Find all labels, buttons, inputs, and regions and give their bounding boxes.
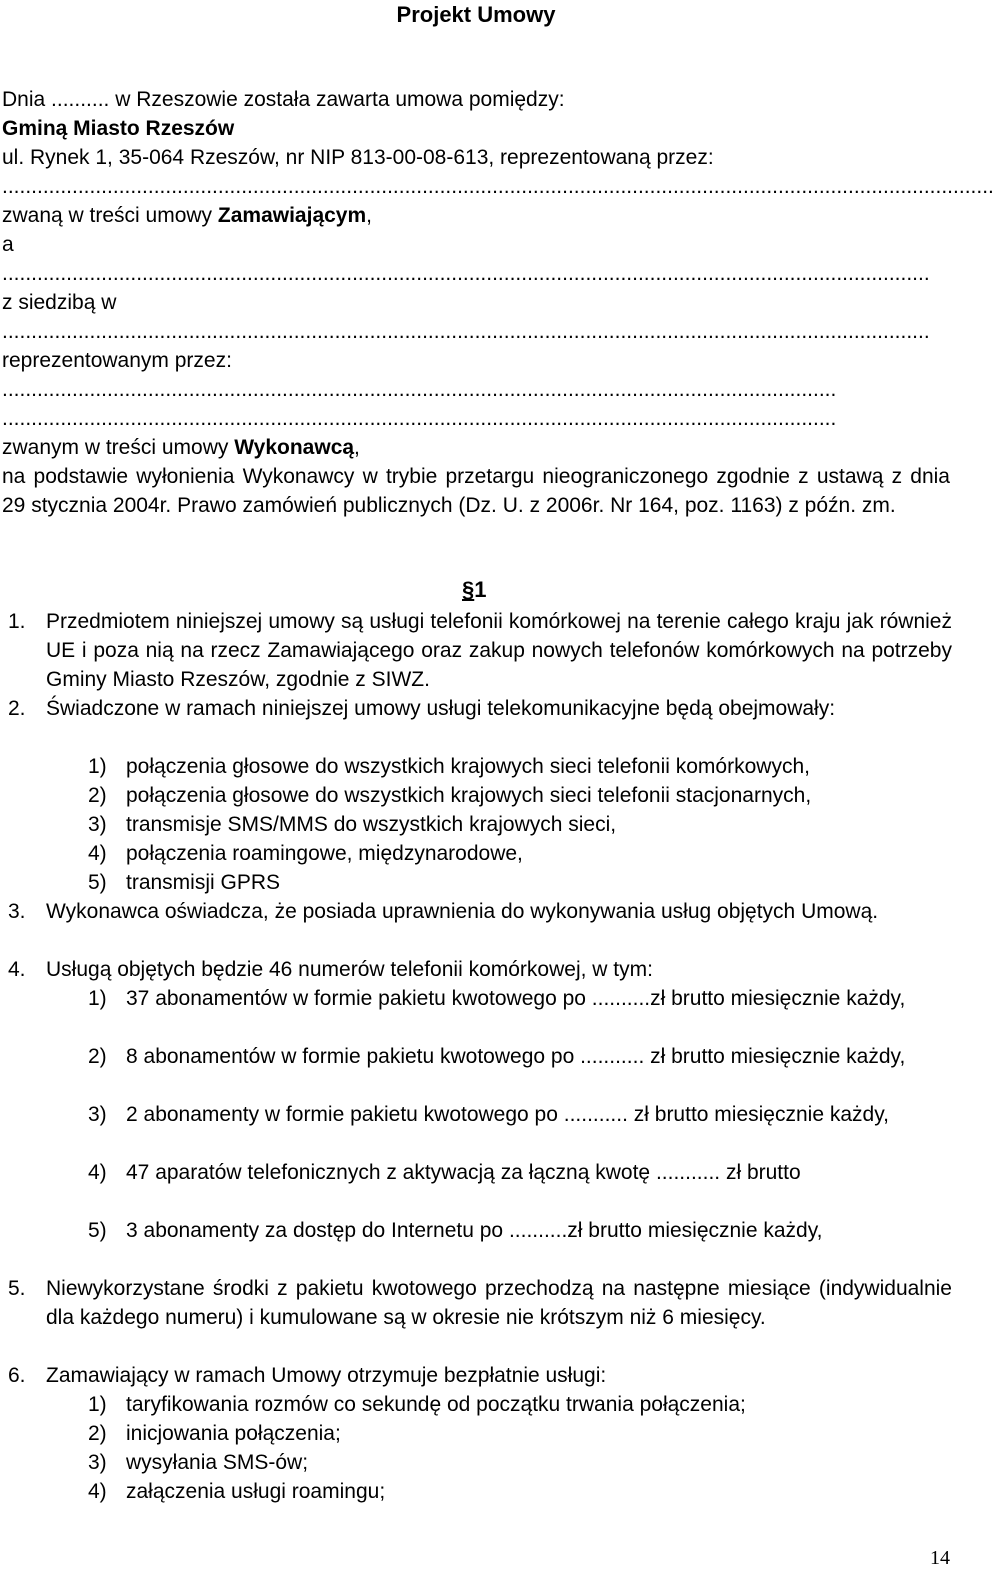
sub-item-number: 1) [88,755,107,778]
item-number: 6. [8,1364,26,1387]
date-blank: .......... [51,88,110,111]
wykonawca-line [2,433,360,462]
sub-list-item [88,1042,952,1100]
section-heading [462,577,487,603]
list-item [2,897,952,955]
date-prefix: Dnia [2,88,52,111]
page-number: 14 [930,1547,950,1569]
sub-item-text: inicjowania połączenia; [126,1422,341,1445]
sub-item-number: 2) [88,1045,107,1068]
list-item [2,607,952,694]
item-number: 1. [8,610,26,633]
section-mark: § [462,577,475,602]
sub-item-number: 3) [88,813,107,836]
sub-list-item [88,984,952,1042]
sub-item-number: 2) [88,784,107,807]
sub-item-text: 3 abonamenty za dostęp do Internetu po ..........zł brutto miesięcznie każdy, [126,1219,823,1242]
sub-list-item [88,1100,952,1158]
sub-item-number: 5) [88,1219,107,1242]
wykonawca-suffix: , [354,436,360,459]
sub-item-number: 2) [88,1422,107,1445]
sub-item-text: taryfikowania rozmów co sekundę od początku trwania połączenia; [126,1393,746,1416]
list-item [2,955,952,984]
item-text: Niewykorzystane środki z pakietu kwotowego przechodzą na następne miesiące (indywidualnie dla każdego numeru) i kumulowane są w okresie nie krótszym niż 6 miesięcy. [46,1277,952,1329]
represented-label: reprezentowanym przez: [2,349,232,372]
section-number: 1 [474,577,487,602]
wykonawca-prefix: zwanym w treści umowy [2,436,235,459]
sub-item-number: 5) [88,871,107,894]
list-item [2,1361,952,1390]
zamawiajacy-suffix: , [366,204,373,227]
seat-label: z siedzibą w [2,291,117,314]
sub-item-number: 1) [88,1393,107,1416]
list-item [2,1274,952,1361]
sub-item-number: 3) [88,1103,107,1126]
zamawiajacy-prefix: zwaną w treści umowy [2,204,218,227]
sub-item-number: 1) [88,987,107,1010]
sub-list-item [88,1216,952,1274]
representative-blank-1: .......................................................................................................................................................................... [2,175,994,198]
item-text: Zamawiający w ramach Umowy otrzymuje bezpłatnie usługi: [46,1364,607,1387]
sub-item-number: 4) [88,1161,107,1184]
item-number: 3. [8,900,26,923]
sub-item-text: 47 aparatów telefonicznych z aktywacją za łączną kwotę ........... zł brutto [126,1161,801,1184]
wykonawca-term: Wykonawcą [234,436,355,459]
represented-blank-1: ............................................................................................................................................... [2,378,837,401]
sub-list-item [88,1158,952,1216]
item-text: Wykonawca oświadcza, że posiada uprawnienia do wykonywania usług objętych Umową. [46,900,879,923]
document-title: Projekt Umowy [396,2,556,27]
sub-item-text: załączenia usługi roamingu; [126,1480,386,1503]
sub-item-text: wysyłania SMS-ów; [126,1451,309,1474]
zamawiajacy-line [2,201,372,230]
contractor-name-blank: ............................................................................................................................................................... [2,262,930,285]
item-text: Usługą objętych będzie 46 numerów telefonii komórkowej, w tym: [46,958,653,981]
contract-date-line [2,85,565,114]
item-number: 5. [8,1277,26,1300]
sub-item-number: 4) [88,1480,107,1503]
sub-item-number: 3) [88,1451,107,1474]
item-text: Świadczone w ramach niniejszej umowy usługi telekomunikacyjne będą obejmowały: [46,697,836,720]
item-number: 4. [8,958,26,981]
sub-item-text: połączenia głosowe do wszystkich krajowych sieci telefonii komórkowych, [126,755,810,778]
sub-item-number: 4) [88,842,107,865]
sub-item-text: transmisje SMS/MMS do wszystkich krajowych sieci, [126,813,617,836]
party1-address: ul. Rynek 1, 35-064 Rzeszów, nr NIP 813-00-08-613, reprezentowaną przez: [2,146,714,169]
zamawiajacy-term: Zamawiającym [217,204,367,227]
item-text: Przedmiotem niniejszej umowy są usługi telefonii komórkowej na terenie całego kraju jak również UE i poza nią na rzecz Zamawiającego oraz zakup nowych telefonów komórkowych na potrzeby Gminy Miasto Rzeszów, zgodnie z SIWZ. [46,610,952,691]
sub-item-text: 8 abonamentów w formie pakietu kwotowego po ........... zł brutto miesięcznie każdy, [126,1045,906,1068]
seat-blank: ............................................................................................................................................................... [2,320,930,343]
item-number: 2. [8,697,26,720]
represented-blank-2: ............................................................................................................................................... [2,407,837,430]
party1-name: Gminą Miasto Rzeszów [2,117,235,140]
sub-item-text: transmisji GPRS [126,871,281,894]
legal-basis-paragraph: na podstawie wyłonienia Wykonawcy w trybie przetargu nieograniczonego zgodnie z ustawą z dnia 29 stycznia 2004r. Prawo zamówień publicznych (Dz. U. z 2006r. Nr 164, poz. 1163) z późn. zm. [2,465,950,517]
and-word: a [2,233,14,256]
sub-item-text: połączenia roamingowe, międzynarodowe, [126,842,523,865]
sub-item-text: 2 abonamenty w formie pakietu kwotowego po ........... zł brutto miesięcznie każdy, [126,1103,889,1126]
sub-item-text: 37 abonamentów w formie pakietu kwotowego po ..........zł brutto miesięcznie każdy, [126,987,906,1010]
sub-item-text: połączenia głosowe do wszystkich krajowych sieci telefonii stacjonarnych, [126,784,812,807]
list-item [2,694,952,752]
date-suffix: w Rzeszowie została zawarta umowa pomiędzy: [109,88,565,111]
